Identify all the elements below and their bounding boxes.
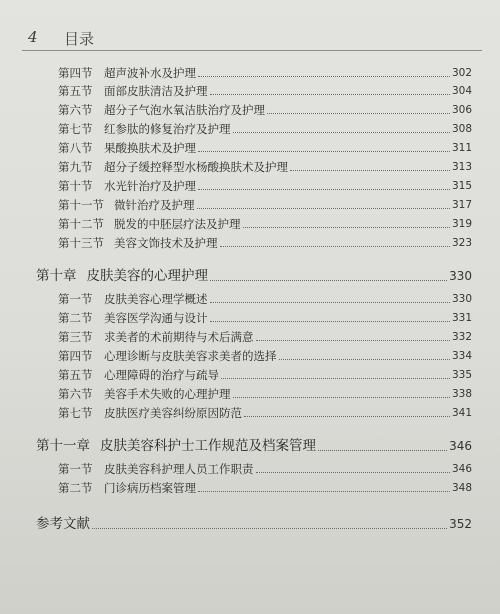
toc-references bbox=[36, 516, 472, 532]
section-number: 第七节 bbox=[58, 122, 93, 136]
section-number: 第十一节 bbox=[58, 198, 104, 212]
section-title: 门诊病历档案管理 bbox=[104, 481, 196, 495]
section-title: 脱发的中胚层疗法及护理 bbox=[114, 217, 241, 231]
page-ref: 306 bbox=[451, 104, 472, 116]
toc-entry bbox=[58, 462, 472, 476]
section-number: 第十二节 bbox=[58, 217, 104, 231]
leader-dots bbox=[256, 472, 450, 473]
leader-dots bbox=[210, 321, 450, 322]
page-ref: 331 bbox=[451, 312, 472, 324]
toc-entry bbox=[58, 349, 472, 363]
page-ref: 304 bbox=[451, 85, 472, 97]
leader-dots bbox=[233, 397, 450, 398]
page-ref: 330 bbox=[449, 269, 472, 283]
leader-dots bbox=[198, 151, 450, 152]
leader-dots bbox=[290, 170, 450, 171]
toc-entry bbox=[58, 217, 472, 231]
page-ref: 313 bbox=[451, 161, 472, 173]
section-title: 超分子气泡水氧洁肤治疗及护理 bbox=[104, 103, 265, 117]
page-ref: 338 bbox=[451, 388, 472, 400]
toc-chapter bbox=[36, 438, 472, 454]
section-number: 第二节 bbox=[58, 481, 93, 495]
section-number: 第四节 bbox=[58, 349, 93, 363]
page-ref: 315 bbox=[451, 180, 472, 192]
section-title: 超声波补水及护理 bbox=[104, 66, 196, 80]
section-title: 心理诊断与皮肤美容求美者的选择 bbox=[104, 349, 277, 363]
toc-entry bbox=[58, 368, 472, 382]
page-ref: 346 bbox=[451, 463, 472, 475]
leader-dots bbox=[221, 378, 450, 379]
page-ref: 308 bbox=[451, 123, 472, 135]
leader-dots bbox=[220, 246, 450, 247]
page-ref: 323 bbox=[451, 237, 472, 249]
section-title: 微针治疗及护理 bbox=[114, 198, 195, 212]
section-number: 第二节 bbox=[58, 311, 93, 325]
leader-dots bbox=[92, 528, 447, 529]
section-number: 第四节 bbox=[58, 66, 93, 80]
chapter-title: 皮肤美容科护士工作规范及档案管理 bbox=[100, 438, 316, 454]
leader-dots bbox=[243, 227, 450, 228]
toc-entry bbox=[58, 236, 472, 250]
leader-dots bbox=[210, 94, 450, 95]
references-title: 参考文献 bbox=[36, 516, 90, 532]
toc-entry bbox=[58, 160, 472, 174]
toc-entry bbox=[58, 103, 472, 117]
leader-dots bbox=[198, 189, 450, 190]
leader-dots bbox=[279, 359, 450, 360]
leader-dots bbox=[198, 491, 450, 492]
page-number: 4 bbox=[28, 28, 38, 46]
section-number: 第五节 bbox=[58, 368, 93, 382]
section-number: 第十节 bbox=[58, 179, 93, 193]
section-title: 超分子缓控释型水杨酸换肤术及护理 bbox=[104, 160, 288, 174]
page-ref: 348 bbox=[451, 482, 472, 494]
page-ref: 346 bbox=[449, 439, 472, 453]
section-number: 第三节 bbox=[58, 330, 93, 344]
chapter-title: 皮肤美容的心理护理 bbox=[86, 268, 208, 284]
leader-dots bbox=[197, 208, 450, 209]
section-number: 第一节 bbox=[58, 292, 93, 306]
section-title: 皮肤医疗美容纠纷原因防范 bbox=[104, 406, 242, 420]
section-number: 第五节 bbox=[58, 84, 93, 98]
section-number: 第七节 bbox=[58, 406, 93, 420]
section-number: 第六节 bbox=[58, 387, 93, 401]
header-title: 目录 bbox=[64, 30, 95, 48]
leader-dots bbox=[256, 340, 450, 341]
leader-dots bbox=[267, 113, 450, 114]
section-title: 美容手术失败的心理护理 bbox=[104, 387, 231, 401]
toc-entry bbox=[58, 141, 472, 155]
section-title: 红参肽的修复治疗及护理 bbox=[104, 122, 231, 136]
toc-entry bbox=[58, 311, 472, 325]
toc-entry bbox=[58, 330, 472, 344]
section-title: 美容文饰技术及护理 bbox=[114, 236, 218, 250]
toc-entry bbox=[58, 387, 472, 401]
toc-entry bbox=[58, 481, 472, 495]
section-title: 面部皮肤清洁及护理 bbox=[104, 84, 208, 98]
leader-dots bbox=[318, 450, 447, 451]
page-ref: 332 bbox=[451, 331, 472, 343]
section-title: 皮肤美容科护理人员工作职责 bbox=[104, 462, 254, 476]
toc-entry bbox=[58, 122, 472, 136]
section-number: 第八节 bbox=[58, 141, 93, 155]
page-ref: 330 bbox=[451, 293, 472, 305]
toc-entry bbox=[58, 84, 472, 98]
leader-dots bbox=[210, 280, 447, 281]
section-number: 第一节 bbox=[58, 462, 93, 476]
toc-entry bbox=[58, 292, 472, 306]
toc-entry bbox=[58, 406, 472, 420]
page-ref: 302 bbox=[451, 67, 472, 79]
section-title: 美容医学沟通与设计 bbox=[104, 311, 208, 325]
leader-dots bbox=[244, 416, 450, 417]
chapter-number: 第十一章 bbox=[36, 438, 90, 454]
page-ref: 334 bbox=[451, 350, 472, 362]
section-title: 求美者的术前期待与术后满意 bbox=[104, 330, 254, 344]
section-title: 皮肤美容心理学概述 bbox=[104, 292, 208, 306]
section-number: 第六节 bbox=[58, 103, 93, 117]
leader-dots bbox=[233, 132, 450, 133]
section-title: 心理障碍的治疗与疏导 bbox=[104, 368, 219, 382]
chapter-number: 第十章 bbox=[36, 268, 77, 284]
section-number: 第十三节 bbox=[58, 236, 104, 250]
leader-dots bbox=[210, 302, 450, 303]
toc-entry bbox=[58, 179, 472, 193]
section-title: 果酸换肤术及护理 bbox=[104, 141, 196, 155]
toc-chapter bbox=[36, 268, 472, 284]
page-ref: 341 bbox=[451, 407, 472, 419]
page-ref: 335 bbox=[451, 369, 472, 381]
page-ref: 317 bbox=[451, 199, 472, 211]
section-title: 水光针治疗及护理 bbox=[104, 179, 196, 193]
page-ref: 352 bbox=[449, 517, 472, 531]
leader-dots bbox=[198, 76, 450, 77]
section-number: 第九节 bbox=[58, 160, 93, 174]
page-ref: 311 bbox=[451, 142, 472, 154]
page-ref: 319 bbox=[451, 218, 472, 230]
toc-entry bbox=[58, 66, 472, 80]
toc-entry bbox=[58, 198, 472, 212]
